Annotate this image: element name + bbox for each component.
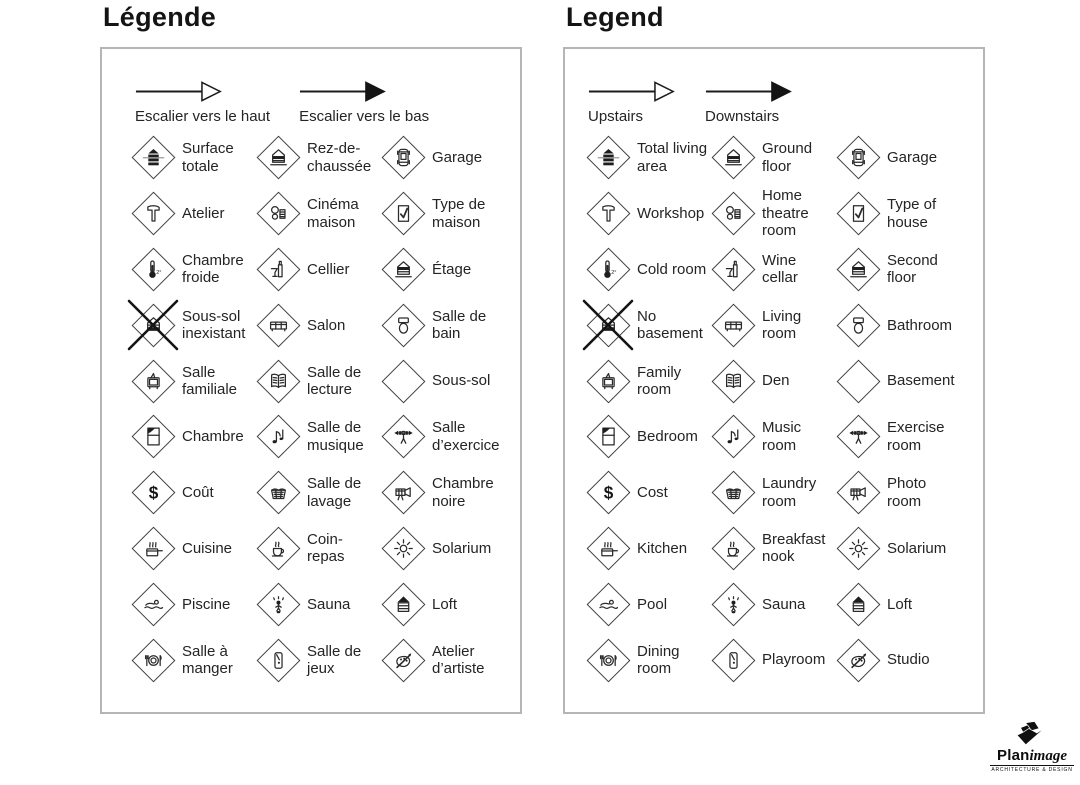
legend-item-label: Coût xyxy=(182,483,214,501)
laundry-basket-icon xyxy=(710,470,756,516)
legend-item-label: Rez-de-chaussée xyxy=(307,140,372,175)
legend-grid-french xyxy=(130,130,505,688)
legend-grid-english xyxy=(585,130,960,688)
movie-camera-icon xyxy=(380,470,426,516)
cooking-pot-icon xyxy=(585,525,631,571)
checked-sheet-icon xyxy=(380,191,426,237)
second-floor-house-icon xyxy=(380,246,426,292)
cooking-pot-icon xyxy=(130,525,176,571)
legend-item xyxy=(710,632,835,688)
coffee-cup-icon xyxy=(710,525,756,571)
legend-item-label: Étage xyxy=(432,260,472,278)
legend-item xyxy=(710,353,835,409)
arrow-label: Escalier vers le bas xyxy=(299,108,430,125)
legend-item xyxy=(255,409,380,465)
legend-item xyxy=(255,353,380,409)
legend-item xyxy=(130,353,255,409)
legend-item-label: Chambre froide xyxy=(182,251,244,287)
no-basement-icon xyxy=(585,302,631,348)
wine-bottle-glass-icon xyxy=(255,246,301,292)
legend-item-label: Den xyxy=(762,372,790,390)
arrow-filled-head-icon xyxy=(705,79,793,104)
legend-item-label: Workshop xyxy=(637,204,705,222)
legend-item xyxy=(585,465,710,521)
legend-item-label: Cinéma maison xyxy=(307,196,359,231)
downstairs-legend-entry xyxy=(705,79,793,125)
legend-item xyxy=(585,632,710,688)
legend-item-label: Second floor xyxy=(887,251,938,287)
ground-floor-house-icon xyxy=(255,135,301,181)
pool-table-icon xyxy=(255,637,301,683)
basement-house-icon xyxy=(380,358,426,404)
arrow-label: Downstairs xyxy=(705,108,780,125)
legend-item xyxy=(835,521,960,577)
dollar-sign-icon xyxy=(585,470,631,516)
checked-sheet-icon xyxy=(835,191,881,237)
panel-title-french: Légende xyxy=(103,2,217,32)
legend-item-label: Dining room xyxy=(637,642,680,678)
legend-item xyxy=(710,186,835,242)
arrow-label: Upstairs xyxy=(588,108,644,125)
sun-icon xyxy=(835,525,881,571)
legend-item-label: Home theatre room xyxy=(762,187,809,240)
logo-tagline: ARCHITECTURE & DESIGN xyxy=(991,767,1073,773)
sauna-person-icon xyxy=(710,581,756,627)
legend-item xyxy=(835,242,960,298)
legend-item-label: Chambre xyxy=(182,428,244,446)
legend-item xyxy=(835,576,960,632)
legend-item xyxy=(130,297,255,353)
legend-item-label: Atelier d’artiste xyxy=(432,642,485,678)
legend-item xyxy=(835,409,960,465)
legend-item xyxy=(380,409,505,465)
legend-item xyxy=(380,521,505,577)
legend-item-label: Cuisine xyxy=(182,539,233,557)
swimmer-icon xyxy=(130,581,176,627)
upstairs-legend-entry xyxy=(588,79,676,125)
legend-item-label: Loft xyxy=(432,595,458,613)
upstairs-legend-entry xyxy=(135,79,270,125)
dollar-sign-icon xyxy=(130,470,176,516)
legend-item xyxy=(835,465,960,521)
legend-item-label: Solarium xyxy=(432,539,492,557)
stacked-house-icon xyxy=(585,135,631,181)
legend-item xyxy=(585,297,710,353)
legend-item xyxy=(255,297,380,353)
legend-item-label: Salle de lecture xyxy=(307,363,362,399)
legend-item xyxy=(255,130,380,186)
toilet-icon xyxy=(835,302,881,348)
sofa-icon xyxy=(255,302,301,348)
paint-palette-icon xyxy=(380,637,426,683)
planimage-logo xyxy=(990,721,1074,773)
legend-item xyxy=(710,465,835,521)
legend-item xyxy=(255,521,380,577)
legend-item xyxy=(130,465,255,521)
legend-item-label: Loft xyxy=(887,595,913,613)
bed-icon xyxy=(130,414,176,460)
legend-item-label: Cost xyxy=(637,483,668,501)
legend-item-label: Salle de jeux xyxy=(307,642,362,678)
film-projector-icon xyxy=(255,191,301,237)
legend-item xyxy=(585,242,710,298)
legend-item xyxy=(380,465,505,521)
ground-floor-house-icon xyxy=(710,135,756,181)
crossed-out-x-icon xyxy=(126,298,180,352)
legend-item xyxy=(255,465,380,521)
plate-cutlery-icon xyxy=(585,637,631,683)
legend-item xyxy=(255,576,380,632)
arrow-open-head-icon xyxy=(588,79,676,104)
stacked-house-icon xyxy=(130,135,176,181)
toilet-icon xyxy=(380,302,426,348)
second-floor-house-icon xyxy=(835,246,881,292)
legend-item xyxy=(130,521,255,577)
legend-item-label: Kitchen xyxy=(637,539,688,557)
legend-item xyxy=(255,632,380,688)
legend-item-label: Garage xyxy=(887,149,938,167)
legend-item-label: Studio xyxy=(887,651,930,669)
loft-house-icon xyxy=(380,581,426,627)
legend-item-label: Salle familiale xyxy=(182,363,238,399)
legend-item xyxy=(380,186,505,242)
legend-item xyxy=(130,576,255,632)
legend-item xyxy=(130,632,255,688)
legend-item-label: Type of house xyxy=(887,196,937,231)
legend-item-label: Total living area xyxy=(637,140,708,175)
legend-item-label: Pool xyxy=(637,595,668,613)
legend-item-label: Type de maison xyxy=(432,196,486,231)
legend-item-label: Bathroom xyxy=(887,316,953,334)
panel-title-english: Legend xyxy=(566,2,664,32)
legend-item xyxy=(585,521,710,577)
legend-item-label: Salon xyxy=(307,316,346,334)
sauna-person-icon xyxy=(255,581,301,627)
sofa-icon xyxy=(710,302,756,348)
legend-item xyxy=(380,242,505,298)
legend-item-label: Sous-sol inexistant xyxy=(182,307,246,343)
legend-item-label: Coin-repas xyxy=(307,530,345,566)
movie-camera-icon xyxy=(835,470,881,516)
legend-box-english xyxy=(563,47,985,714)
open-book-icon xyxy=(710,358,756,404)
hammer-icon xyxy=(130,191,176,237)
legend-item-label: Salle de lavage xyxy=(307,475,362,510)
legend-item-label: Laundry room xyxy=(762,475,817,510)
legend-item xyxy=(380,632,505,688)
legend-item xyxy=(380,130,505,186)
legend-item-label: Salle de bain xyxy=(432,307,487,343)
legend-item-label: No basement xyxy=(637,307,703,343)
legend-item xyxy=(835,186,960,242)
legend-item xyxy=(710,576,835,632)
legend-item-label: Breakfast nook xyxy=(762,530,826,566)
legend-item xyxy=(835,632,960,688)
car-icon xyxy=(380,135,426,181)
legend-item-label: Exercise room xyxy=(887,419,945,454)
arrow-open-head-icon xyxy=(135,79,223,104)
stairs-arrows xyxy=(135,79,429,125)
legend-item xyxy=(380,576,505,632)
basement-house-icon xyxy=(835,358,881,404)
film-projector-icon xyxy=(710,191,756,237)
legend-item-label: Sauna xyxy=(307,595,351,613)
arrow-filled-head-icon xyxy=(299,79,387,104)
legend-item xyxy=(585,409,710,465)
swimmer-icon xyxy=(585,581,631,627)
coffee-cup-icon xyxy=(255,525,301,571)
legend-item xyxy=(585,353,710,409)
legend-item-label: Family room xyxy=(637,363,682,399)
legend-item xyxy=(585,186,710,242)
weightlifter-icon xyxy=(380,414,426,460)
open-book-icon xyxy=(255,358,301,404)
plate-cutlery-icon xyxy=(130,637,176,683)
legend-panel-french xyxy=(100,0,522,720)
car-icon xyxy=(835,135,881,181)
pool-table-icon xyxy=(710,637,756,683)
legend-item-label: Cellier xyxy=(307,260,350,278)
music-notes-icon xyxy=(255,414,301,460)
sun-icon xyxy=(380,525,426,571)
legend-item-label: Salle d’exercice xyxy=(432,419,500,454)
legend-item xyxy=(255,186,380,242)
legend-item-label: Basement xyxy=(887,372,955,390)
legend-item xyxy=(710,130,835,186)
legend-item-label: Photo room xyxy=(887,475,927,510)
no-basement-icon xyxy=(130,302,176,348)
legend-item xyxy=(710,297,835,353)
logo-brand-italic: image xyxy=(1029,748,1067,764)
bed-icon xyxy=(585,414,631,460)
arrow-label: Escalier vers le haut xyxy=(135,108,271,125)
legend-item xyxy=(710,521,835,577)
legend-item-label: Bedroom xyxy=(637,428,698,446)
thermometer-icon xyxy=(130,246,176,292)
legend-item-label: Living room xyxy=(762,307,802,343)
tv-icon xyxy=(585,358,631,404)
legend-item-label: Surface totale xyxy=(182,140,234,175)
svg-text:$: $ xyxy=(148,482,158,503)
legend-box-french xyxy=(100,47,522,714)
tv-icon xyxy=(130,358,176,404)
legend-item-label: Piscine xyxy=(182,595,231,613)
legend-item xyxy=(255,242,380,298)
svg-text:$: $ xyxy=(603,482,613,503)
thermometer-icon xyxy=(585,246,631,292)
legend-item-label: Music room xyxy=(762,419,802,454)
stairs-arrows xyxy=(588,79,793,125)
crossed-out-x-icon xyxy=(581,298,635,352)
laundry-basket-icon xyxy=(255,470,301,516)
legend-item xyxy=(585,130,710,186)
legend-item-label: Ground floor xyxy=(762,140,813,175)
wine-bottle-glass-icon xyxy=(710,246,756,292)
weightlifter-icon xyxy=(835,414,881,460)
legend-item xyxy=(130,409,255,465)
logo-brand-bold: Plan xyxy=(997,747,1030,764)
legend-item-label: Chambre noire xyxy=(432,475,494,510)
legend-item xyxy=(835,297,960,353)
music-notes-icon xyxy=(710,414,756,460)
legend-item xyxy=(710,242,835,298)
legend-item xyxy=(835,353,960,409)
legend-item xyxy=(710,409,835,465)
legend-item-label: Salle à manger xyxy=(182,642,233,678)
legend-item-label: Playroom xyxy=(762,651,826,669)
paint-palette-icon xyxy=(835,637,881,683)
legend-item xyxy=(380,353,505,409)
legend-item-label: Garage xyxy=(432,149,483,167)
legend-item xyxy=(835,130,960,186)
legend-item xyxy=(130,242,255,298)
legend-item-label: Sous-sol xyxy=(432,372,491,390)
planimage-logo-text xyxy=(990,748,1074,764)
legend-item xyxy=(130,130,255,186)
legend-item-label: Salle de musique xyxy=(307,419,364,454)
legend-item xyxy=(380,297,505,353)
legend-panel-english xyxy=(563,0,985,720)
loft-house-icon xyxy=(835,581,881,627)
hammer-icon xyxy=(585,191,631,237)
legend-item-label: Cold room xyxy=(637,260,707,278)
legend-item-label: Wine cellar xyxy=(762,251,798,287)
svg-text:2°: 2° xyxy=(610,269,616,276)
svg-text:2°: 2° xyxy=(155,269,161,276)
downstairs-legend-entry xyxy=(299,79,429,125)
legend-item xyxy=(585,576,710,632)
legend-item-label: Solarium xyxy=(887,539,947,557)
legend-item-label: Sauna xyxy=(762,595,806,613)
legend-item-label: Atelier xyxy=(182,204,225,222)
legend-item xyxy=(130,186,255,242)
